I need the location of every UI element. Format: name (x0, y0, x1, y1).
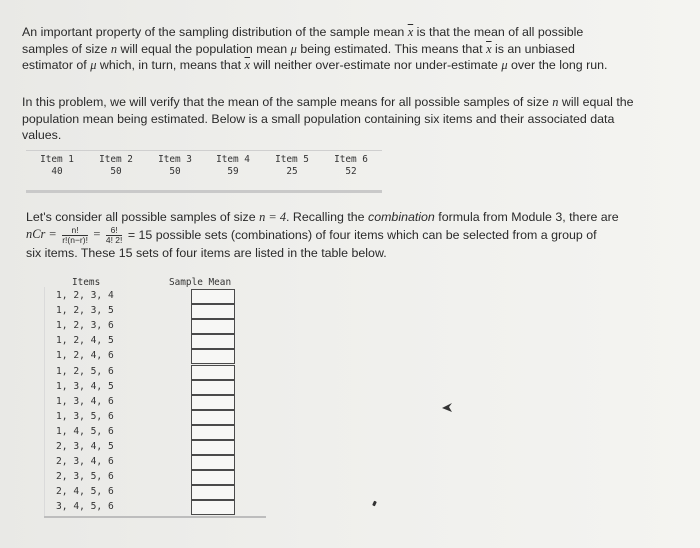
n-symbol: n (110, 41, 118, 56)
population-column: Item 3 50 (158, 154, 192, 177)
sample-items-cell: 1, 3, 4, 6 (56, 395, 114, 407)
sample-items-cell: 1, 4, 5, 6 (56, 425, 114, 437)
combination-paragraph: Let's consider all possible samples of size n = 4. Recalling the combination formula from Module 3, there are nCr = $\frac{n!}{r!(n-r)!}$ = $\frac{6!}{4! 2!}$ = 15 possible sets (combinations) of four items which can be selected from a group of six items. These 15 sets of four items are listed in the table below. (26, 209, 686, 261)
sample-items-cell: 1, 3, 4, 5 (56, 380, 114, 392)
population-column: Item 1 40 (40, 154, 74, 177)
xbar-symbol: $\overline{x}$ (407, 25, 414, 39)
table-divider (26, 150, 382, 151)
mu-symbol: μ (90, 58, 97, 73)
intro-line-2: samples of size n will equal the population mean μ being estimated. This means that $\overline{x}$ is an unbiased (22, 41, 575, 56)
sample-items-cell: 2, 3, 4, 5 (56, 441, 114, 452)
population-column: Item 2 50 (99, 154, 133, 177)
sample-items-cell: 1, 2, 4, 5 (56, 335, 114, 347)
sample-items-cell: 1, 2, 3, 5 (56, 305, 114, 317)
table-divider (44, 287, 45, 516)
sample-mean-input[interactable] (191, 380, 235, 395)
sample-mean-input[interactable] (191, 395, 235, 410)
intro-line-1: An important property of the sampling distribution of the sample mean $\overline{x}$ is that the mean of all possible (22, 25, 584, 39)
sample-mean-input[interactable] (191, 349, 235, 364)
sample-mean-input[interactable] (191, 470, 235, 485)
intro-line-3: estimator of μ which, in turn, means that $\overline{x}$ will neither over-estimate nor under-estimate μ over the long run. (22, 58, 608, 73)
sample-items-cell: 3, 4, 5, 6 (56, 501, 114, 513)
smudge-mark (372, 501, 377, 507)
sample-mean-input[interactable] (191, 440, 235, 455)
sample-mean-input[interactable] (191, 304, 235, 319)
xbar-symbol: $\overline{x}$ (244, 58, 250, 73)
problem-paragraph: In this problem, we will verify that the mean of the sample means for all possible samples of size n will equal the population mean being estimated. Below is a small population containing six items and their associated data values. (22, 95, 634, 143)
table-divider (44, 516, 266, 518)
sample-mean-input[interactable] (191, 455, 235, 470)
items-header: Items (72, 277, 101, 288)
combination-formula: nCr = $\frac{n!}{r!(n-r)!}$ = $\frac{6!}{4! 2!}$ = 15 possible sets (combinations) of four items which can be selected from a group of (26, 224, 597, 245)
sample-mean-input[interactable] (191, 485, 235, 500)
population-column: Item 4 59 (216, 154, 250, 177)
sample-items-cell: 1, 2, 3, 4 (56, 290, 114, 301)
population-column: Item 6 52 (334, 154, 368, 177)
sample-items-cell: 1, 2, 3, 6 (56, 320, 114, 332)
sample-items-cell: 2, 3, 5, 6 (56, 471, 114, 483)
sample-items-cell: 2, 4, 5, 6 (56, 486, 114, 498)
n-symbol: n (552, 95, 559, 109)
sample-mean-input[interactable] (191, 500, 235, 515)
sample-items-cell: 2, 3, 4, 6 (56, 456, 114, 468)
mu-symbol: μ (290, 41, 297, 56)
sample-items-cell: 1, 2, 4, 6 (56, 350, 114, 362)
sample-mean-input[interactable] (191, 319, 235, 334)
sample-mean-header: Sample Mean (169, 277, 232, 288)
sample-mean-input[interactable] (191, 425, 235, 440)
mu-symbol: μ (501, 58, 508, 73)
intro-paragraph (22, 24, 697, 74)
xbar-symbol: $\overline{x}$ (486, 41, 492, 56)
mouse-cursor-icon (441, 402, 453, 414)
population-column: Item 5 25 (275, 154, 309, 177)
sample-mean-input[interactable] (191, 334, 235, 349)
sample-items-cell: 1, 3, 5, 6 (56, 410, 114, 422)
sample-items-cell: 1, 2, 5, 6 (56, 365, 114, 377)
sample-mean-input[interactable] (191, 410, 235, 425)
sample-mean-input[interactable] (191, 289, 235, 304)
sample-mean-input[interactable] (191, 365, 235, 380)
population-table (26, 150, 382, 193)
